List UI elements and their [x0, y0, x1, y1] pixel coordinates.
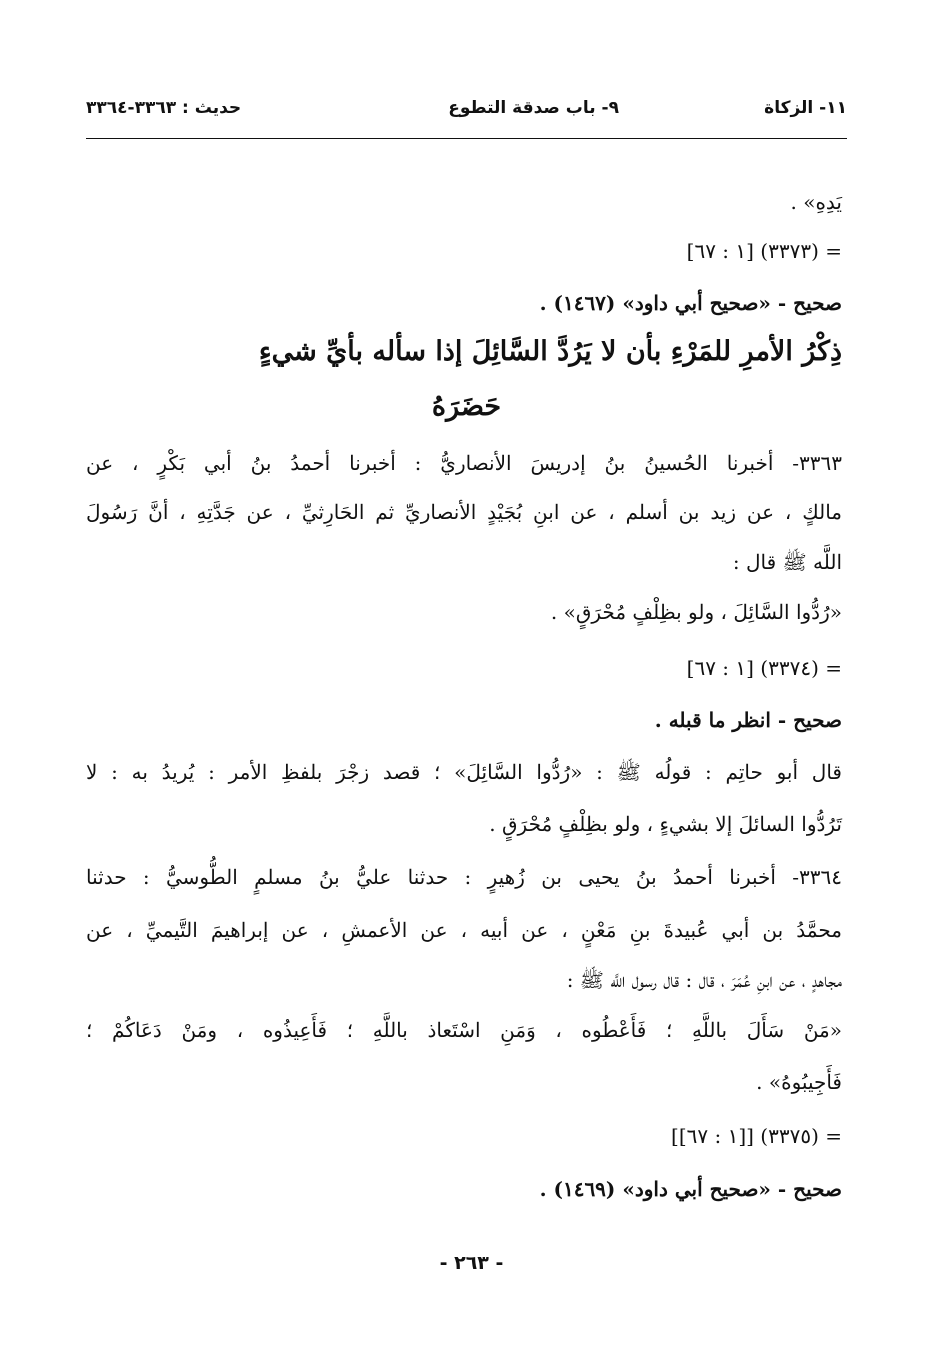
commentary-line-2: تَرُدُّوا السائلَ إلا بشيءٍ ، ولو بظِلْفٍ مُحْرَقٍ .: [489, 812, 842, 836]
hadith-3364-matn-line-2: فَأَجِيبُوهُ» .: [756, 1070, 842, 1094]
header-hadith-range: حديث : ٣٣٦٣-٣٣٦٤: [86, 98, 242, 118]
hadith-3363-isnad-line-1: ٣٣٦٣- أخبرنا الحُسينُ بنُ إدريسَ الأنصاريُّ : أخبرنا أحمدُ بنُ أبي بَكْرٍ ، عن: [86, 451, 842, 475]
hadith-3363-isnad-line-3: اللَّه ﷺ قال :: [732, 550, 842, 574]
header-divider: [86, 138, 847, 139]
hadith-3363-matn: «رُدُّوا السَّائِلَ ، ولو بظِلْفٍ مُحْرَقٍ» .: [550, 600, 842, 624]
hadith-3364-isnad-line-1: ٣٣٦٤- أخبرنا أحمدُ بنُ يحيى بن زُهيرٍ : حدثنا عليُّ بنُ مسلمٍ الطُّوسيُّ : حدثنا: [86, 865, 842, 889]
page-number: - ٢٦٣ -: [439, 1252, 504, 1274]
reference-line: = (٣٣٧٣) [١ : ٦٧]: [686, 239, 842, 263]
hadith-3364-matn-line-1: «مَنْ سَأَلَ باللَّهِ ؛ فَأَعْطُوه ، وَمَنِ اسْتَعاذ باللَّهِ ؛ فَأَعِيذُوه ، ومَنْ دَعَاكُمْ ؛: [86, 1018, 842, 1042]
header-chapter-title: ٩- باب صدقة التطوع: [448, 98, 619, 118]
hadith-3364-isnad-line-3: مجاهدٍ ، عن ابنِ عُمَرَ ، قال : قال رسول اللَّه ﷺ :: [566, 968, 842, 992]
grading-line: صحيح - انظر ما قبله .: [654, 708, 842, 732]
commentary-line-1: قال أبو حاتِم : قولُه ﷺ : «رُدُّوا السَّائِلَ» ؛ قصد زجْرَ بلفظِ الأمر : يُريدُ به : لا: [86, 760, 842, 784]
section-title: ذِكْرُ الأمرِ للمَرْءِ بأن لا يَرُدَّ السَّائِلَ إذا سأله بأيِّ شيءٍ: [258, 336, 842, 367]
text-line-continuation: يَدِهِ» .: [790, 190, 842, 214]
grading-line: صحيح - «صحيح أبي داود» (١٤٦٩) .: [539, 1177, 842, 1201]
hadith-3364-isnad-line-2: محمَّدُ بن أبي عُبيدةَ بنِ مَعْنٍ ، عن أبيه ، عن الأعمشِ ، عن إبراهيمَ التَّيميِّ ، عن: [86, 918, 842, 942]
hadith-3363-isnad-line-2: مالكٍ ، عن زيد بن أسلم ، عن ابنِ بُجَيْدٍ الأنصاريِّ ثم الحَارِثيِّ ، عن جَدَّتِهِ ، أنَّ رَسُولَ: [86, 500, 842, 524]
reference-line: = (٣٣٧٤) [١ : ٦٧]: [686, 656, 842, 680]
running-header: [86, 98, 847, 132]
section-title-continuation: حَضَرَهُ: [431, 391, 502, 422]
reference-line: = (٣٣٧٥) [[١ : ٦٧]]: [671, 1124, 842, 1148]
grading-line: صحيح - «صحيح أبي داود» (١٤٦٧) .: [539, 291, 842, 315]
header-book-title: ١١- الزكاة: [764, 98, 847, 118]
